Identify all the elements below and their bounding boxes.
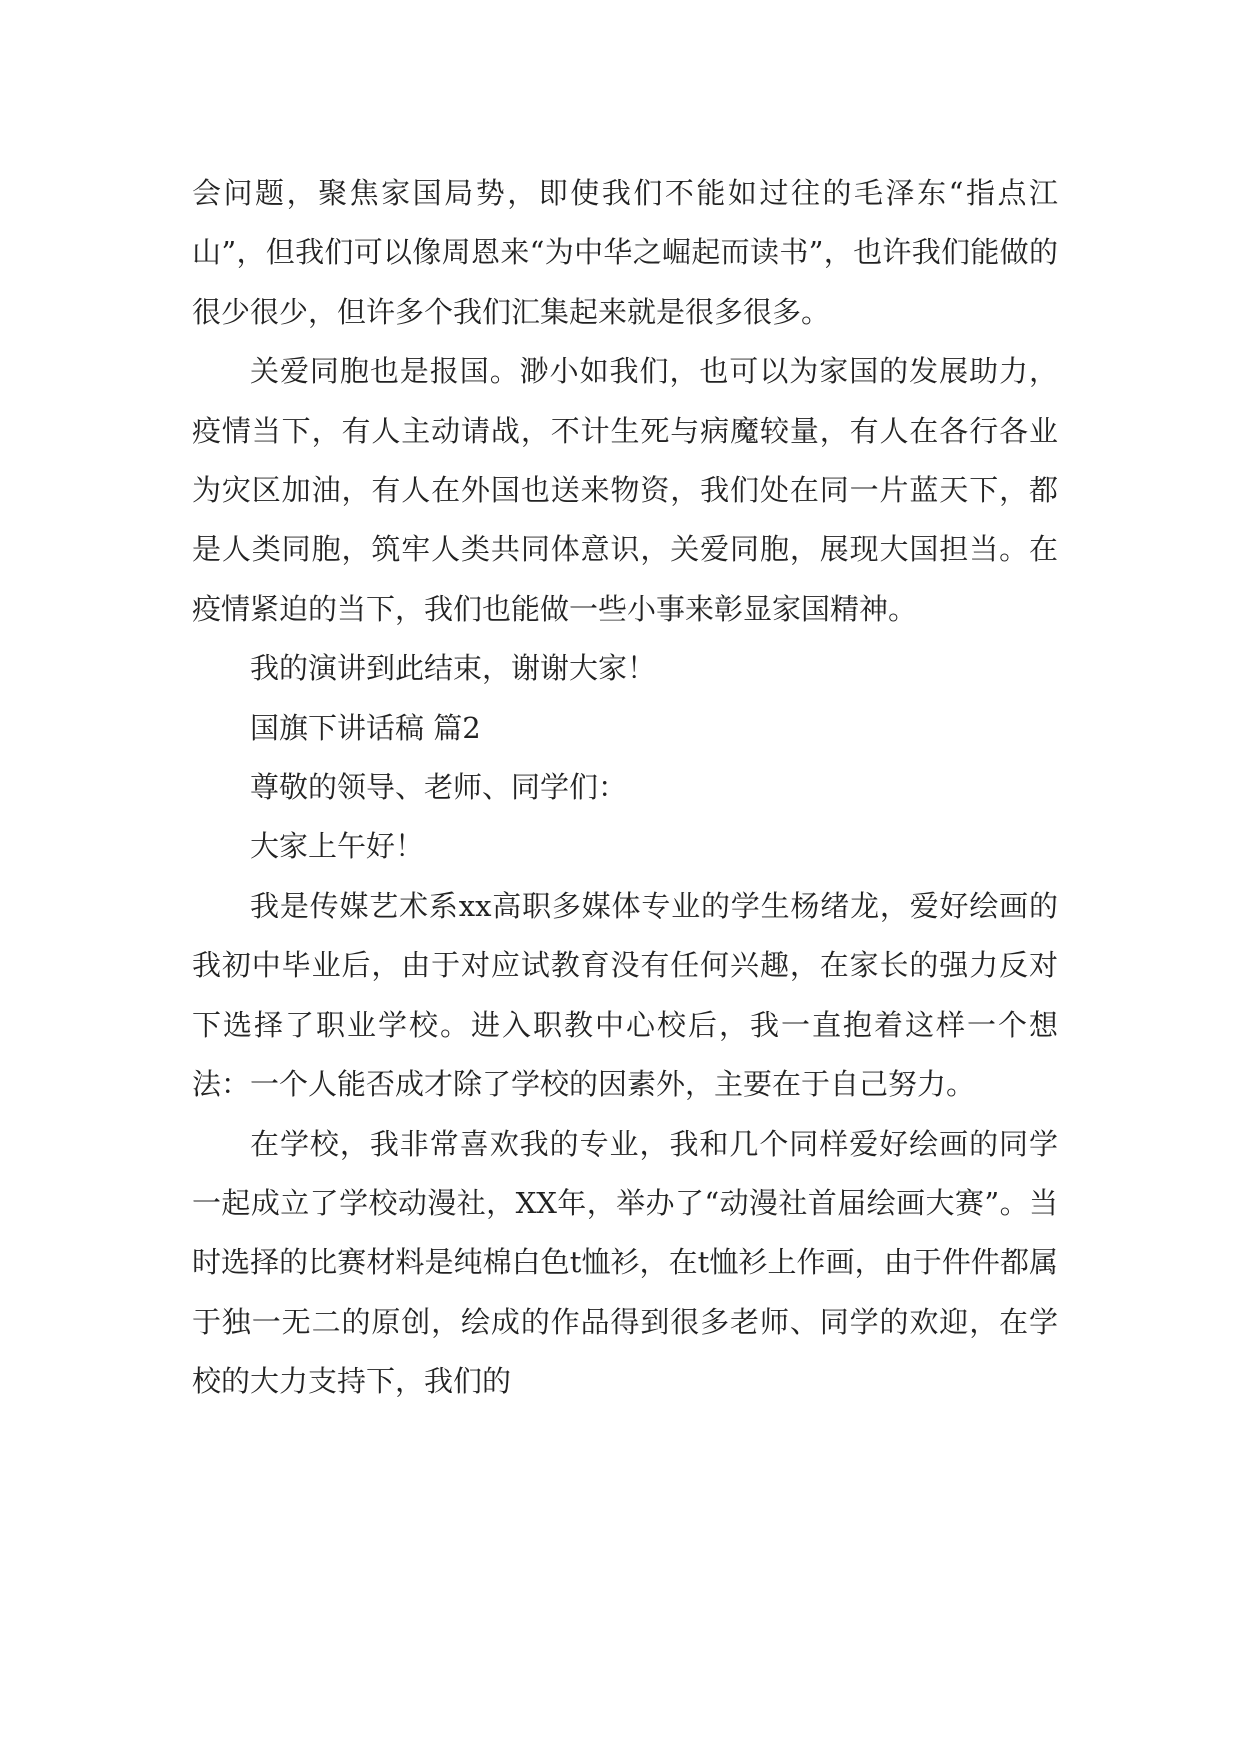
paragraph: 会问题，聚焦家国局势，即使我们不能如过往的毛泽东“指点江山”，但我们可以像周恩来“为中华之崛起而读书”，也许我们能做的很少很少，但许多个我们汇集起来就是很多很多。: [192, 176, 1058, 329]
document-body: [192, 164, 1058, 1412]
greeting: 大家上午好！: [250, 829, 425, 864]
section-heading: 国旗下讲话稿 篇2: [250, 710, 481, 745]
paragraph: 关爱同胞也是报国。渺小如我们，也可以为家国的发展助力，疫情当下，有人主动请战，不计生死与病魔较量，有人在各行各业为灾区加油，有人在外国也送来物资，我们处在同一片蓝天下，都是人类同胞，筑牢人类共同体意识，关爱同胞，展现大国担当。在疫情紧迫的当下，我们也能做一些小事来彰显家国精神。: [192, 354, 1058, 626]
salutation: 尊敬的领导、老师、同学们：: [250, 770, 628, 805]
paragraph: 在学校，我非常喜欢我的专业，我和几个同样爱好绘画的同学一起成立了学校动漫社，XX年，举办了“动漫社首届绘画大赛”。当时选择的比赛材料是纯棉白色t恤衫，在t恤衫上作画，由于件件都属于独一无二的原创，绘成的作品得到很多老师、同学的欢迎，在学校的大力支持下，我们的: [192, 1126, 1058, 1399]
paragraph: 我的演讲到此结束，谢谢大家！: [250, 651, 657, 686]
paragraph: 我是传媒艺术系xx高职多媒体专业的学生杨绪龙，爱好绘画的我初中毕业后，由于对应试教育没有任何兴趣，在家长的强力反对下选择了职业学校。进入职教中心校后，我一直抱着这样一个想法：一个人能否成才除了学校的因素外，主要在于自己努力。: [192, 888, 1058, 1102]
